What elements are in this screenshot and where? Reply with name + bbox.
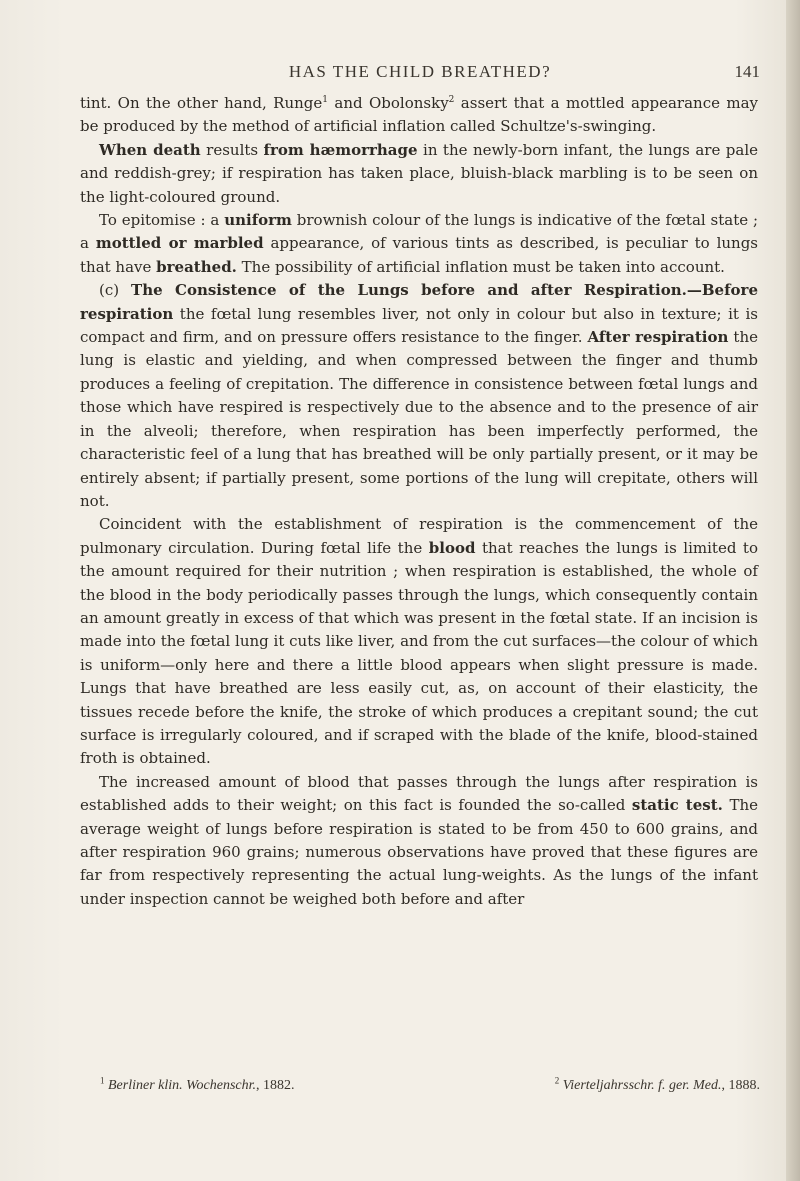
page-number: 141 [734,62,760,81]
paragraph: To epitomise : a uniform brownish colour of the lungs is indicative of the fœtal state ; a mottled or marbled appearance, of various tints as described, is peculiar to lungs that have breathed. The possibility of artificial inflation must be taken into account. [80,211,759,276]
paragraph: When death results from hæmorrhage in the newly-born infant, the lungs are pale and reddish-grey; if respiration has taken place, bluish-black marbling is to be seen on the light-coloured ground. [80,140,759,206]
footnote: $^2$ Vierteljahrsschr. f. ger. Med., 1888. [554,1075,760,1093]
running-title: HAS THE CHILD BREATHED? [288,62,552,81]
footnote-ref: 2 [448,95,455,105]
paragraph: The increased amount of blood that passes through the lungs after respiration is established adds to their weight; on this fact is founded the so-called static test. The average weight of lungs before respiration is stated to be from 450 to 600 grains, and after respiration 960 grains; numerous observations have proved that these figures are far from respectively representing the actual lung-weights. As the lungs of the infant under inspection cannot be weighed both before and after [80,772,758,908]
footnote-ref: 1 [322,95,328,105]
paragraph: Coincident with the establishment of respiration is the commencement of the pulmonary circulation. During fœtal life the blood that reaches the lungs is limited to the amount required for their nutrition ; when respiration is established, the whole of the blood in the body periodically passes through the lungs, which consequently contain an amount greatly in excess of that which was present in the fœtal state. If an incision is made into the fœtal lung it cuts like liver, and from the cut surfaces—the colour of which is uniform—only here and there a little blood appears when slight pressure is made. Lungs that have breathed are less easily cut, as, on account of their elasticity, the tissues recede before the knife, the stroke of which produces a crepitant sound; the cut surface is irregularly coloured, and if scraped with the blade of the knife, blood-stained froth is obtained. [80,515,758,768]
paragraph: (c) The Consistence of the Lungs before and after Respiration.—Before respiration the fœtal lung resembles liver, not only in colour but also in texture; it is compact and firm, and on pressure offers resistance to the finger. After respiration the lung is elastic and yielding, and when compressed between the finger and thumb produces a feeling of crepitation. The difference in consistence between fœtal lungs and those which have respired is respectively due to the absence and to the presence of air in the alveoli; therefore, when respiration has been imperfectly performed, the characteristic feel of a lung that has breathed will be only partially present, or it may be entirely absent; if partially present, some portions of the lung will crepitate, others will not. [80,281,758,510]
body-text [80,92,758,911]
footnotes [100,1075,760,1094]
footnote: $^1$ Berliner klin. Wochenschr., 1882. [100,1075,295,1093]
page-header [80,62,760,86]
page-edge [786,0,800,1181]
paragraph: tint. On the other hand, Runge$^1$ and Obolonsky$^2$ assert that a mottled appearance may be produced by the method of artificial inflation called Schultze's-swinging. [80,94,759,136]
